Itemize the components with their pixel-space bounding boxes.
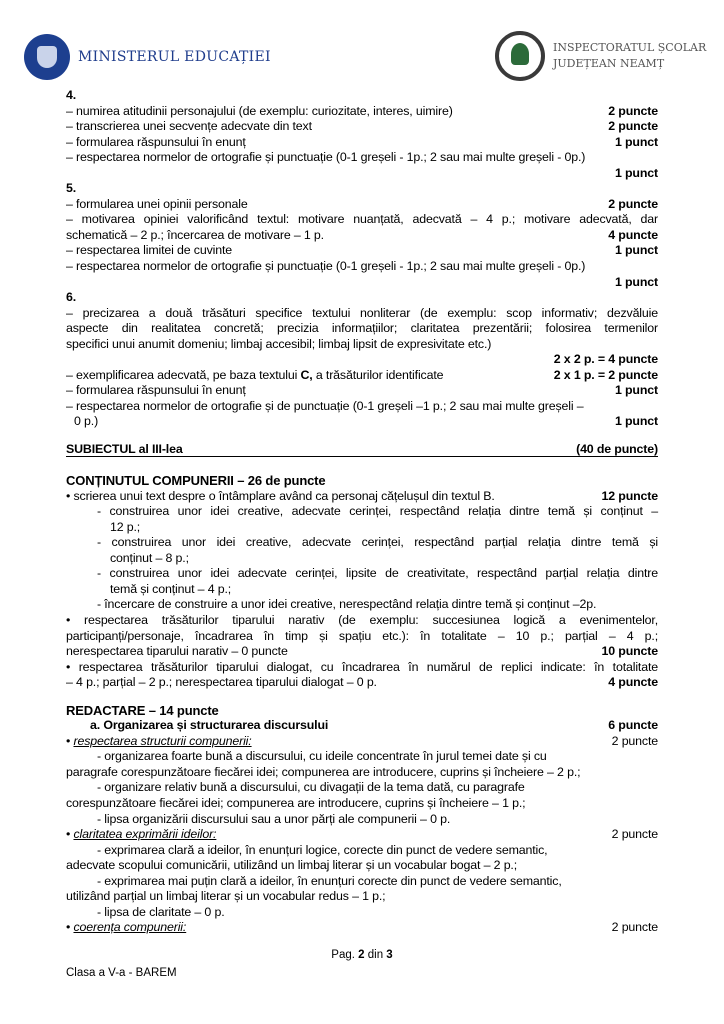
government-seal-icon	[24, 34, 70, 80]
criterion-points: 1 punct	[614, 165, 658, 180]
question-4-label: 4.	[66, 88, 77, 102]
criterion-points: 2 x 2 p. = 4 puncte	[553, 352, 658, 367]
criterion-line: – exemplificarea adecvată, pe baza textului C, a trăsăturilor identificate 2 x 1 p. = 2 puncte	[66, 367, 658, 382]
question-6-label: 6.	[66, 290, 77, 305]
redactare-title: REDACTARE – 14 puncte	[66, 702, 219, 718]
criterion-line: – respectarea normelor de ortografie și de punctuație (0-1 greșeli –1 p.; 2 sau mai multe greșeli –	[66, 398, 584, 413]
criterion-line: - exprimarea mai puțin clară a ideilor, în enunțuri corecte din punct de vedere semantic,	[97, 873, 562, 888]
subsection-a-heading: a. Organizarea și structurarea discursului 6 puncte	[90, 718, 658, 733]
criterion-line: – numirea atitudinii personajului (de exemplu: curiozitate, interes, uimire) 2 puncte	[66, 103, 658, 118]
page-number: Pag. 2 din 3	[331, 949, 393, 961]
criterion-line: - construirea unor idei creative, adecvate cerinței, respectând parțial relația dintre temă și	[97, 535, 658, 550]
criterion-line: – transcrierea unei secvențe adecvate din text 2 puncte	[66, 119, 658, 134]
criterion-line: specifici unui anumit domeniu; limbaj accesibil; limbaj lipsit de expresivitate etc.)	[66, 336, 492, 351]
criterion-heading: • respectarea structurii compunerii: 2 puncte	[66, 733, 658, 748]
criterion-line: - lipsa de claritate – 0 p.	[97, 904, 225, 919]
criterion-line: • respectarea trăsăturilor tiparului narativ (de exemplu: succesiunea logică a evenimentelor,	[66, 612, 658, 627]
inspectorate-name-line2: JUDEȚEAN NEAMȚ	[553, 57, 665, 70]
content-section-title: CONȚINUTUL COMPUNERII – 26 de puncte	[66, 473, 326, 489]
criterion-line: participanți/personaje, încadrarea în timp și spațiu etc.): în totalitate – 10 p.; parțial – 4 p.;	[66, 628, 658, 643]
criterion-line: – respectarea limitei de cuvinte 1 punct	[66, 243, 658, 258]
criterion-line: – formularea răspunsului în enunț 1 punct	[66, 134, 658, 149]
criterion-line: - încercare de construire a unor idei creative, nerespectând relația dintre temă și conținut –2p.	[97, 597, 597, 612]
criterion-heading: • coerența compunerii: 2 puncte	[66, 920, 658, 935]
criterion-line: – formularea unei opinii personale 2 puncte	[66, 196, 658, 211]
criterion-line: - organizare relativ bună a discursului, cu divagații de la tema dată, cu paragrafe	[97, 780, 525, 795]
criterion-line: – motivarea opiniei valorificând textul: motivare nuanțată, adecvată – 4 p.; motivare adecvată, dar	[66, 212, 658, 227]
criterion-heading: • claritatea exprimării ideilor: 2 puncte	[66, 827, 658, 842]
criterion-line: adecvate scopului comunicării, utilizând un limbaj literar și un vocabular bogat – 2 p.;	[66, 858, 518, 873]
criterion-line: - construirea unor idei adecvate cerinței, lipsite de creativitate, respectând parțial relația dintre	[97, 566, 658, 581]
criterion-line: • respectarea trăsăturilor tiparului dialogat, cu încadrarea în numărul de replici indicate: în totalitate	[66, 659, 658, 674]
criterion-line: 12 p.;	[110, 519, 141, 534]
ministry-name: MINISTERUL EDUCAȚIEI	[78, 49, 271, 65]
criterion-line: 0 p.) 1 punct	[74, 414, 658, 429]
criterion-line: nerespectarea tiparului narativ – 0 puncte 10 puncte	[66, 644, 658, 659]
criterion-line: - lipsa organizării discursului sau a unor părți ale compunerii – 0 p.	[97, 811, 451, 826]
criterion-line: – respectarea normelor de ortografie și punctuație (0-1 greșeli - 1p.; 2 sau mai multe greșeli - 0p.)	[66, 150, 586, 165]
criterion-line: - organizarea foarte bună a discursului, cu ideile concentrate în jurul temei date și cu	[97, 749, 547, 764]
criterion-line: – 4 p.; parțial – 2 p.; nerespectarea tiparului dialogat – 0 p. 4 puncte	[66, 675, 658, 690]
criterion-points: 1 punct	[614, 274, 658, 289]
criterion-line: aspecte din realitatea concretă; precizia informațiilor; claritatea prezentării; folosirea termenilor	[66, 321, 658, 336]
ministry-logo	[24, 34, 271, 80]
criterion-line: utilizând parțial un limbaj literar și un vocabular redus – 1 p.;	[66, 889, 386, 904]
criterion-line: – precizarea a două trăsături specifice textului nonliterar (de exemplu: scop informativ; dezvăluie	[66, 305, 658, 320]
criterion-line: – formularea răspunsului în enunț 1 punct	[66, 383, 658, 398]
criterion-line: - construirea unor idei creative, adecvate cerinței, respectând relația dintre temă și conținut –	[97, 504, 658, 519]
inspectorate-name-line1: INSPECTORATUL ȘCOLAR	[553, 41, 707, 54]
criterion-line: conținut – 8 p.;	[110, 550, 189, 565]
barem-content	[66, 88, 658, 936]
criterion-line: – respectarea normelor de ortografie și punctuație (0-1 greșeli - 1p.; 2 sau mai multe greșeli - 0p.)	[66, 259, 586, 274]
criterion-line: temă și conținut – 4 p.;	[110, 581, 232, 596]
inspectorate-logo	[495, 31, 706, 81]
criterion-line: corespunzătoare fiecărei idei; compunerea are introducere, cuprins și încheiere – 1 p.;	[66, 795, 526, 810]
criterion-line: paragrafe corespunzătoare fiecărei idei; compunerea are introducere, cuprins și încheiere – 2 p.;	[66, 764, 581, 779]
question-5-label: 5.	[66, 181, 77, 196]
criterion-line: schematică – 2 p.; încercarea de motivare – 1 p. 4 puncte	[66, 227, 658, 242]
criterion-line: - exprimarea clară a ideilor, în enunțuri logice, corecte din punct de vedere semantic,	[97, 842, 548, 857]
criterion-line: • scrierea unui text despre o întâmplare având ca personaj cățelușul din textul B. 12 puncte	[66, 488, 658, 503]
footer-class-label: Clasa a V-a - BAREM	[66, 967, 177, 979]
inspectorate-emblem-icon	[495, 31, 545, 81]
subject-3-heading: SUBIECTUL al III-lea (40 de puncte)	[66, 442, 658, 457]
